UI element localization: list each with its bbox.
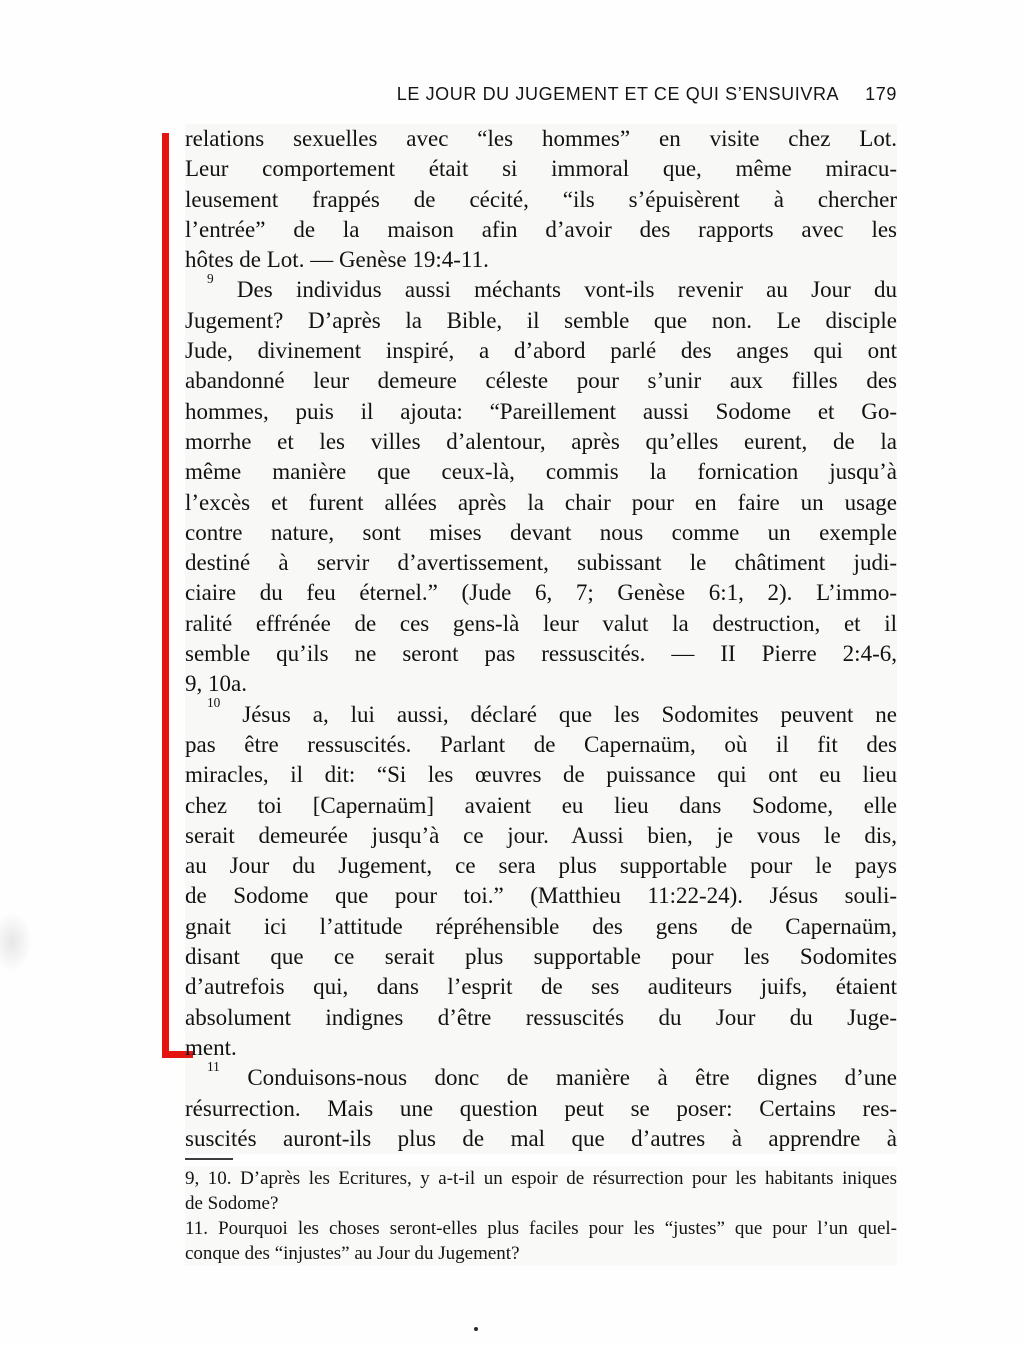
text-line: résurrection. Mais une question peut se poser: Certains res-: [185, 1094, 897, 1124]
footnote-separator: [185, 1158, 233, 1160]
text-line: $^{11}$ Conduisons-nous donc de manière à être dignes d’une: [185, 1063, 897, 1093]
text-line: 11. Pourquoi les choses seront-elles plus faciles pour les “justes” que pour l’un quel-: [185, 1218, 897, 1239]
paragraph: [185, 1216, 897, 1266]
text-line: miracles, il dit: “Si les œuvres de puissance qui ont eu lieu: [185, 760, 897, 790]
text-line: abandonné leur demeure céleste pour s’unir aux filles des: [185, 366, 897, 396]
text-line: ciaire du feu éternel.” (Jude 6, 7; Genèse 6:1, 2). L’immo-: [185, 578, 897, 608]
text-line: ralité effrénée de ces gens-là leur valut la destruction, et il: [185, 609, 897, 639]
paragraph-number: 11: [207, 1058, 220, 1074]
scan-smudge: [0, 912, 32, 972]
text-line: Leur comportement était si immoral que, même miracu-: [185, 154, 897, 184]
header-page-number: 179: [865, 84, 897, 104]
footnotes: [185, 1166, 897, 1266]
text-line: chez toi [Capernaüm] avaient eu lieu dans Sodome, elle: [185, 791, 897, 821]
header-title: LE JOUR DU JUGEMENT ET CE QUI S’ENSUIVRA: [396, 84, 840, 104]
text-line: contre nature, sont mises devant nous comme un exemple: [185, 518, 897, 548]
text-line: relations sexuelles avec “les hommes” en visite chez Lot.: [185, 124, 897, 154]
paragraph-number: 9: [207, 270, 214, 286]
text-line: même manière que ceux-là, commis la fornication jusqu’à: [185, 457, 897, 487]
text-line: au Jour du Jugement, ce sera plus supportable pour le pays: [185, 851, 897, 881]
text-line: semble qu’ils ne seront pas ressuscités. — II Pierre 2:4-6,: [185, 639, 897, 669]
ink-speck: [474, 1327, 478, 1331]
text-line: l’entrée” de la maison afin d’avoir des rapports avec les: [185, 215, 897, 245]
text-line: Jude, divinement inspiré, a d’abord parlé des anges qui ont: [185, 336, 897, 366]
text-line: l’excès et furent allées après la chair pour en faire un usage: [185, 488, 897, 518]
text-line: absolument indignes d’être ressuscités du Jour du Juge-: [185, 1003, 897, 1033]
text-line: disant que ce serait plus supportable pour les Sodomites: [185, 942, 897, 972]
text-line: gnait ici l’attitude répréhensible des gens de Capernaüm,: [185, 912, 897, 942]
text-line: $^9$ Des individus aussi méchants vont-ils revenir au Jour du: [185, 275, 897, 305]
text-line: morrhe et les villes d’alentour, après qu’elles eurent, de la: [185, 427, 897, 457]
text-line: 9, 10. D’après les Ecritures, y a-t-il un espoir de résurrection pour les habitants iniques: [185, 1168, 897, 1189]
paragraph: [185, 270, 897, 699]
text-line: de Sodome?: [185, 1191, 897, 1216]
text-line: conque des “injustes” au Jour du Jugement?: [185, 1241, 897, 1266]
text-line: hommes, puis il ajouta: “Pareillement aussi Sodome et Go-: [185, 397, 897, 427]
text-line: leusement frappés de cécité, “ils s’épuisèrent à chercher: [185, 185, 897, 215]
text-line: ment.: [185, 1033, 897, 1063]
text-line: d’autrefois qui, dans l’esprit de ses auditeurs juifs, étaient: [185, 972, 897, 1002]
paragraph-number: 10: [207, 694, 221, 710]
paragraph: [185, 1058, 897, 1154]
text-line: $^{10}$ Jésus a, lui aussi, déclaré que les Sodomites peuvent ne: [185, 700, 897, 730]
text-line: pas être ressuscités. Parlant de Capernaüm, où il fit des: [185, 730, 897, 760]
running-header: [185, 84, 897, 105]
paragraph: [185, 1166, 897, 1216]
body-text: [185, 124, 897, 1154]
paragraph: [185, 124, 897, 275]
text-line: Jugement? D’après la Bible, il semble que non. Le disciple: [185, 306, 897, 336]
paragraph: [185, 694, 897, 1064]
text-line: destiné à servir d’avertissement, subissant le châtiment judi-: [185, 548, 897, 578]
text-line: hôtes de Lot. — Genèse 19:4-11.: [185, 245, 897, 275]
text-line: suscités auront-ils plus de mal que d’autres à apprendre à: [185, 1124, 897, 1154]
text-line: de Sodome que pour toi.” (Matthieu 11:22-24). Jésus souli-: [185, 881, 897, 911]
text-line: serait demeurée jusqu’à ce jour. Aussi bien, je vous le dis,: [185, 821, 897, 851]
text-line: 9, 10a.: [185, 669, 897, 699]
